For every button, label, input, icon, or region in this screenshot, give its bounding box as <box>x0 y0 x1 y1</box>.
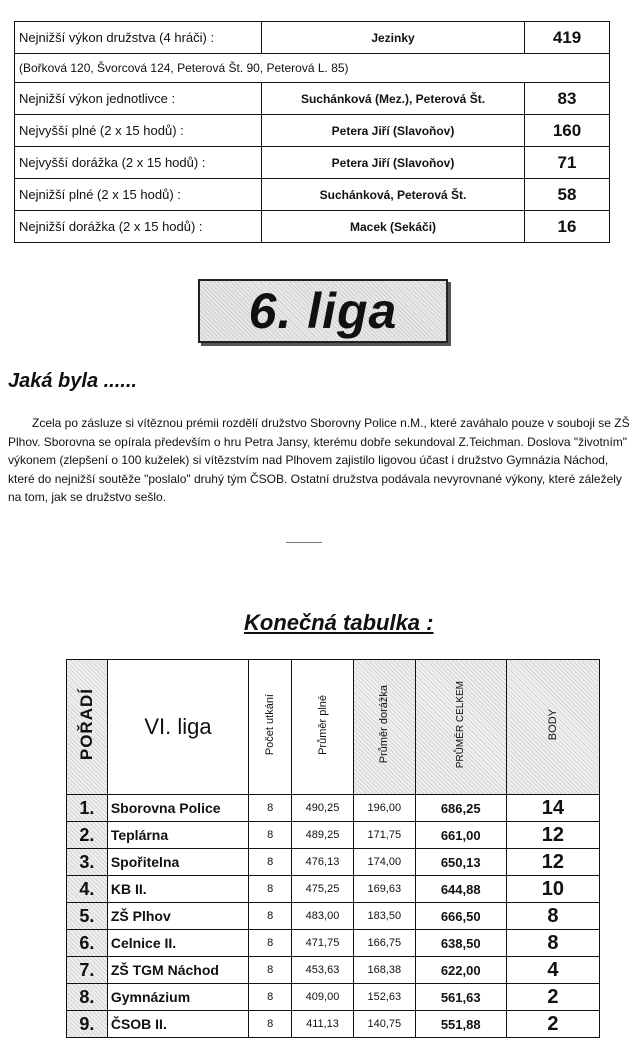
standings-row <box>67 930 600 957</box>
header-avg-total: PRŮMĚR CELKEM <box>415 660 506 795</box>
league-banner-text: 6. liga <box>248 283 398 339</box>
avg-clear-cell: 196,00 <box>353 795 415 822</box>
record-holder: Petera Jiří (Slavoňov) <box>262 115 525 147</box>
record-note: (Bořková 120, Švorcová 124, Peterová Št. 90, Peterová L. 85) <box>15 54 610 83</box>
points-cell: 12 <box>506 822 599 849</box>
record-label: Nejnižší plné (2 x 15 hodů) : <box>15 179 262 211</box>
standings-row <box>67 957 600 984</box>
team-name: KB II. <box>107 876 248 903</box>
avg-total-cell: 686,25 <box>415 795 506 822</box>
matches-cell: 8 <box>249 876 292 903</box>
record-row <box>15 83 610 115</box>
record-row <box>15 147 610 179</box>
points-cell: 10 <box>506 876 599 903</box>
avg-clear-cell: 183,50 <box>353 903 415 930</box>
rank-cell: 4. <box>67 876 108 903</box>
header-rank: POŘADÍ <box>67 660 108 795</box>
record-value: 419 <box>525 22 610 54</box>
record-holder: Suchánková (Mez.), Peterová Št. <box>262 83 525 115</box>
summary-paragraph: Zcela po zásluze si vítěznou prémii rozdělí družstvo Sborovny Police n.M., které zaváhalo pouze v souboji se ZŠ Plhov. Sborovna se opírala především o hru Petra Jansy, kterému dobře sekundoval Z.Teichman. Doslova "životním" výkonem (zlepšení o 100 kuželek) si vítězstvím nad Plhovem zajistilo ligovou účast i družstvo Gymnázia Náchod, které do nejnižší soutěže "poslalo" druhý tým ČSOB. Ostatní družstva podávala nevyrovnané výkony, které záležely na tom, jak se družstvo sešlo. <box>8 416 630 504</box>
matches-cell: 8 <box>249 984 292 1011</box>
avg-full-cell: 483,00 <box>292 903 354 930</box>
avg-full-cell: 489,25 <box>292 822 354 849</box>
record-label: Nejnižší výkon družstva (4 hráči) : <box>15 22 262 54</box>
standings-row <box>67 903 600 930</box>
matches-cell: 8 <box>249 1011 292 1038</box>
avg-total-cell: 638,50 <box>415 930 506 957</box>
standings-row <box>67 795 600 822</box>
record-row <box>15 179 610 211</box>
standings-row <box>67 849 600 876</box>
avg-total-cell: 561,63 <box>415 984 506 1011</box>
rank-cell: 9. <box>67 1011 108 1038</box>
team-name: ČSOB II. <box>107 1011 248 1038</box>
header-league: VI. liga <box>107 660 248 795</box>
record-label: Nejvyšší plné (2 x 15 hodů) : <box>15 115 262 147</box>
record-holder: Macek (Sekáči) <box>262 211 525 243</box>
rank-cell: 6. <box>67 930 108 957</box>
record-row <box>15 22 610 54</box>
points-cell: 2 <box>506 984 599 1011</box>
rank-cell: 3. <box>67 849 108 876</box>
record-value: 83 <box>525 83 610 115</box>
record-row <box>15 115 610 147</box>
matches-cell: 8 <box>249 795 292 822</box>
avg-total-cell: 644,88 <box>415 876 506 903</box>
rank-cell: 7. <box>67 957 108 984</box>
avg-clear-cell: 171,75 <box>353 822 415 849</box>
avg-full-cell: 475,25 <box>292 876 354 903</box>
points-cell: 4 <box>506 957 599 984</box>
standings-header-row <box>67 660 600 795</box>
matches-cell: 8 <box>249 957 292 984</box>
standings-row <box>67 984 600 1011</box>
avg-clear-cell: 168,38 <box>353 957 415 984</box>
record-label: Nejnižší výkon jednotlivce : <box>15 83 262 115</box>
avg-full-cell: 409,00 <box>292 984 354 1011</box>
standings-table <box>66 659 600 1038</box>
points-cell: 12 <box>506 849 599 876</box>
record-holder: Petera Jiří (Slavoňov) <box>262 147 525 179</box>
matches-cell: 8 <box>249 849 292 876</box>
rank-cell: 2. <box>67 822 108 849</box>
matches-cell: 8 <box>249 903 292 930</box>
record-value: 71 <box>525 147 610 179</box>
team-name: Sborovna Police <box>107 795 248 822</box>
header-avg-clear: Průměr dorážka <box>353 660 415 795</box>
league-banner <box>198 279 448 343</box>
avg-full-cell: 411,13 <box>292 1011 354 1038</box>
record-holder: Suchánková, Peterová Št. <box>262 179 525 211</box>
avg-full-cell: 476,13 <box>292 849 354 876</box>
standings-row <box>67 822 600 849</box>
section-heading: Jaká byla ...... <box>8 370 137 392</box>
record-row <box>15 211 610 243</box>
header-matches: Počet utkání <box>249 660 292 795</box>
avg-clear-cell: 152,63 <box>353 984 415 1011</box>
avg-total-cell: 622,00 <box>415 957 506 984</box>
standings-row <box>67 876 600 903</box>
matches-cell: 8 <box>249 930 292 957</box>
avg-full-cell: 490,25 <box>292 795 354 822</box>
rank-cell: 5. <box>67 903 108 930</box>
record-value: 58 <box>525 179 610 211</box>
records-table <box>14 21 610 243</box>
rank-cell: 1. <box>67 795 108 822</box>
avg-clear-cell: 174,00 <box>353 849 415 876</box>
record-value: 16 <box>525 211 610 243</box>
record-note-row <box>15 54 610 83</box>
avg-clear-cell: 169,63 <box>353 876 415 903</box>
avg-total-cell: 666,50 <box>415 903 506 930</box>
team-name: Celnice II. <box>107 930 248 957</box>
header-avg-full: Průměr plné <box>292 660 354 795</box>
rank-cell: 8. <box>67 984 108 1011</box>
avg-total-cell: 551,88 <box>415 1011 506 1038</box>
points-cell: 8 <box>506 903 599 930</box>
avg-clear-cell: 166,75 <box>353 930 415 957</box>
avg-clear-cell: 140,75 <box>353 1011 415 1038</box>
points-cell: 14 <box>506 795 599 822</box>
team-name: ZŠ TGM Náchod <box>107 957 248 984</box>
team-name: Gymnázium <box>107 984 248 1011</box>
points-cell: 2 <box>506 1011 599 1038</box>
points-cell: 8 <box>506 930 599 957</box>
matches-cell: 8 <box>249 822 292 849</box>
team-name: ZŠ Plhov <box>107 903 248 930</box>
avg-full-cell: 453,63 <box>292 957 354 984</box>
team-name: Teplárna <box>107 822 248 849</box>
team-name: Spořitelna <box>107 849 248 876</box>
record-value: 160 <box>525 115 610 147</box>
standings-row <box>67 1011 600 1038</box>
avg-total-cell: 650,13 <box>415 849 506 876</box>
final-table-heading: Konečná tabulka : <box>244 610 434 635</box>
avg-full-cell: 471,75 <box>292 930 354 957</box>
avg-total-cell: 661,00 <box>415 822 506 849</box>
record-label: Nejnižší dorážka (2 x 15 hodů) : <box>15 211 262 243</box>
header-points: BODY <box>506 660 599 795</box>
record-label: Nejvyšší dorážka (2 x 15 hodů) : <box>15 147 262 179</box>
divider-mark <box>286 542 322 543</box>
record-holder: Jezinky <box>262 22 525 54</box>
